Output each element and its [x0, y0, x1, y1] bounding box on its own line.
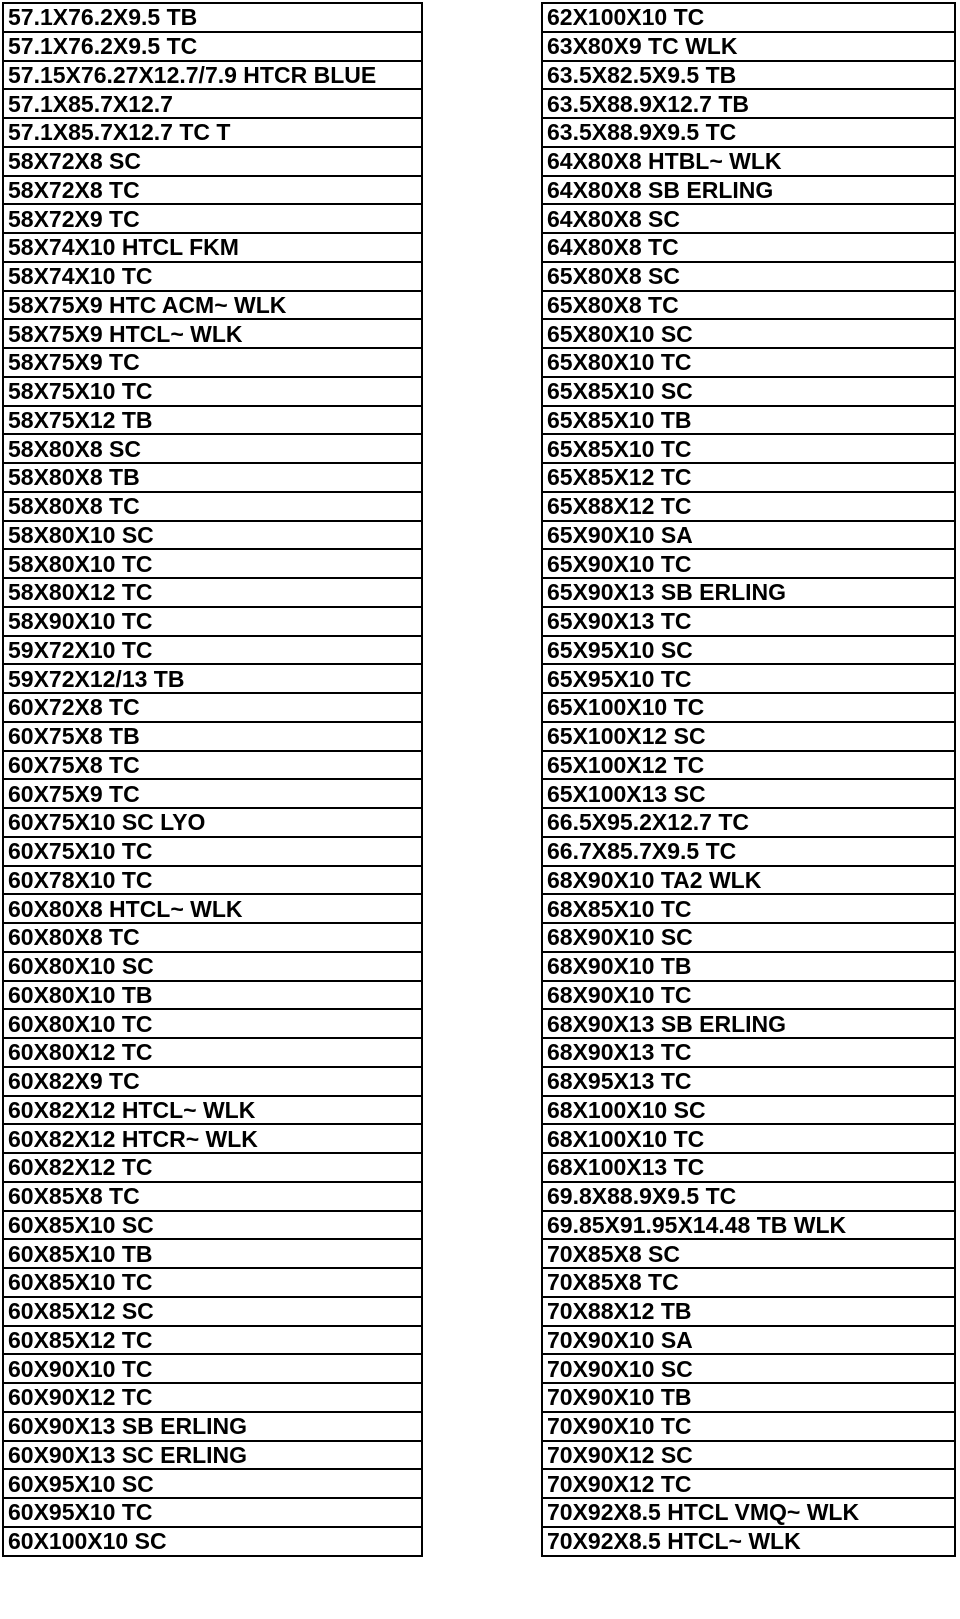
- part-row: [542, 262, 955, 291]
- part-row: [542, 664, 955, 693]
- part-number-cell: 57.1X76.2X9.5 TC: [3, 32, 422, 61]
- part-number-cell: 57.15X76.27X12.7/7.9 HTCR BLUE: [3, 61, 422, 90]
- part-number-cell: 60X85X12 SC: [3, 1297, 422, 1326]
- part-row: [542, 291, 955, 320]
- part-row: [3, 1469, 422, 1498]
- part-row: [542, 1067, 955, 1096]
- part-row: [3, 1124, 422, 1153]
- part-row: [3, 32, 422, 61]
- part-number-cell: 69.85X91.95X14.48 TB WLK: [542, 1211, 955, 1240]
- part-row: [3, 923, 422, 952]
- part-row: [542, 1009, 955, 1038]
- part-row: [542, 1383, 955, 1412]
- part-row: [3, 894, 422, 923]
- part-number-cell: 68X85X10 TC: [542, 894, 955, 923]
- part-row: [542, 1527, 955, 1556]
- part-row: [3, 233, 422, 262]
- part-number-cell: 58X72X8 TC: [3, 176, 422, 205]
- part-number-cell: 60X90X10 TC: [3, 1354, 422, 1383]
- part-number-cell: 65X85X10 TB: [542, 406, 955, 435]
- part-number-cell: 60X85X8 TC: [3, 1182, 422, 1211]
- part-row: [3, 1498, 422, 1527]
- part-number-cell: 60X90X12 TC: [3, 1383, 422, 1412]
- part-row: [3, 1239, 422, 1268]
- part-row: [3, 118, 422, 147]
- part-row: [542, 1469, 955, 1498]
- part-row: [542, 1326, 955, 1355]
- part-row: [542, 722, 955, 751]
- part-row: [542, 866, 955, 895]
- part-number-cell: 66.5X95.2X12.7 TC: [542, 808, 955, 837]
- part-row: [3, 607, 422, 636]
- part-number-cell: 60X75X8 TC: [3, 751, 422, 780]
- part-row: [542, 204, 955, 233]
- part-number-cell: 70X90X10 TB: [542, 1383, 955, 1412]
- part-row: [3, 1412, 422, 1441]
- part-row: [542, 32, 955, 61]
- part-number-cell: 60X85X10 SC: [3, 1211, 422, 1240]
- part-row: [3, 434, 422, 463]
- part-row: [3, 1211, 422, 1240]
- part-row: [3, 1441, 422, 1470]
- part-row: [3, 693, 422, 722]
- part-number-cell: 68X100X10 TC: [542, 1124, 955, 1153]
- part-number-cell: 58X75X9 HTC ACM~ WLK: [3, 291, 422, 320]
- part-row: [542, 233, 955, 262]
- part-row: [3, 1096, 422, 1125]
- part-number-cell: 65X85X10 TC: [542, 434, 955, 463]
- part-number-cell: 68X100X10 SC: [542, 1096, 955, 1125]
- part-row: [3, 578, 422, 607]
- part-row: [3, 1067, 422, 1096]
- part-row: [3, 377, 422, 406]
- part-number-cell: 60X90X13 SC ERLING: [3, 1441, 422, 1470]
- part-row: [542, 636, 955, 665]
- part-row: [542, 1239, 955, 1268]
- part-number-cell: 64X80X8 HTBL~ WLK: [542, 147, 955, 176]
- part-number-cell: 63.5X82.5X9.5 TB: [542, 61, 955, 90]
- part-number-cell: 60X85X12 TC: [3, 1326, 422, 1355]
- part-number-cell: 57.1X76.2X9.5 TB: [3, 3, 422, 32]
- part-number-cell: 60X90X13 SB ERLING: [3, 1412, 422, 1441]
- part-number-cell: 70X88X12 TB: [542, 1297, 955, 1326]
- part-row: [3, 751, 422, 780]
- part-number-cell: 60X85X10 TC: [3, 1268, 422, 1297]
- part-number-cell: 66.7X85.7X9.5 TC: [542, 837, 955, 866]
- part-row: [3, 952, 422, 981]
- part-number-cell: 60X85X10 TB: [3, 1239, 422, 1268]
- part-number-cell: 60X80X10 TB: [3, 981, 422, 1010]
- part-number-cell: 60X80X8 TC: [3, 923, 422, 952]
- part-row: [3, 722, 422, 751]
- part-row: [3, 779, 422, 808]
- part-row: [542, 751, 955, 780]
- right-part-list: [541, 2, 956, 1557]
- part-row: [542, 377, 955, 406]
- part-number-cell: 62X100X10 TC: [542, 3, 955, 32]
- part-number-cell: 63X80X9 TC WLK: [542, 32, 955, 61]
- part-row: [3, 1009, 422, 1038]
- part-number-cell: 58X72X9 TC: [3, 204, 422, 233]
- part-row: [542, 1498, 955, 1527]
- part-row: [542, 1354, 955, 1383]
- part-number-cell: 65X88X12 TC: [542, 492, 955, 521]
- part-number-cell: 65X100X10 TC: [542, 693, 955, 722]
- part-number-cell: 58X74X10 HTCL FKM: [3, 233, 422, 262]
- part-row: [542, 1182, 955, 1211]
- part-number-cell: 68X90X10 TC: [542, 981, 955, 1010]
- part-row: [3, 1527, 422, 1556]
- part-row: [542, 952, 955, 981]
- part-number-cell: 65X100X13 SC: [542, 779, 955, 808]
- part-row: [3, 549, 422, 578]
- part-number-cell: 60X72X8 TC: [3, 693, 422, 722]
- part-number-cell: 60X80X8 HTCL~ WLK: [3, 894, 422, 923]
- part-number-cell: 60X82X12 HTCL~ WLK: [3, 1096, 422, 1125]
- part-number-cell: 58X80X10 TC: [3, 549, 422, 578]
- part-row: [542, 607, 955, 636]
- part-number-cell: 58X80X8 TC: [3, 492, 422, 521]
- part-row: [3, 147, 422, 176]
- part-number-cell: 65X90X10 SA: [542, 521, 955, 550]
- part-row: [542, 1211, 955, 1240]
- part-number-cell: 60X80X10 TC: [3, 1009, 422, 1038]
- part-number-cell: 60X100X10 SC: [3, 1527, 422, 1556]
- part-row: [3, 981, 422, 1010]
- part-number-cell: 65X90X13 SB ERLING: [542, 578, 955, 607]
- part-number-cell: 60X82X12 TC: [3, 1153, 422, 1182]
- part-number-cell: 60X95X10 TC: [3, 1498, 422, 1527]
- part-number-cell: 59X72X10 TC: [3, 636, 422, 665]
- part-row: [3, 89, 422, 118]
- part-number-cell: 63.5X88.9X9.5 TC: [542, 118, 955, 147]
- part-number-cell: 58X80X8 SC: [3, 434, 422, 463]
- part-row: [3, 664, 422, 693]
- part-number-cell: 68X90X13 TC: [542, 1038, 955, 1067]
- part-number-cell: 65X85X10 SC: [542, 377, 955, 406]
- part-number-cell: 68X90X10 TB: [542, 952, 955, 981]
- part-number-cell: 58X80X12 TC: [3, 578, 422, 607]
- part-number-cell: 60X95X10 SC: [3, 1469, 422, 1498]
- part-number-cell: 68X100X13 TC: [542, 1153, 955, 1182]
- left-part-list-body: [3, 3, 422, 1556]
- part-number-cell: 60X82X9 TC: [3, 1067, 422, 1096]
- part-number-cell: 70X90X12 TC: [542, 1469, 955, 1498]
- part-number-cell: 60X82X12 HTCR~ WLK: [3, 1124, 422, 1153]
- part-row: [542, 779, 955, 808]
- part-row: [3, 1326, 422, 1355]
- part-number-cell: 60X75X10 SC LYO: [3, 808, 422, 837]
- part-row: [3, 1182, 422, 1211]
- part-number-cell: 59X72X12/13 TB: [3, 664, 422, 693]
- part-row: [3, 636, 422, 665]
- part-row: [542, 1441, 955, 1470]
- part-row: [542, 549, 955, 578]
- part-row: [3, 492, 422, 521]
- part-row: [542, 521, 955, 550]
- part-row: [3, 406, 422, 435]
- part-number-cell: 58X90X10 TC: [3, 607, 422, 636]
- part-row: [3, 1153, 422, 1182]
- part-number-cell: 57.1X85.7X12.7: [3, 89, 422, 118]
- part-number-cell: 65X90X13 TC: [542, 607, 955, 636]
- part-row: [3, 463, 422, 492]
- part-number-cell: 60X75X8 TB: [3, 722, 422, 751]
- part-number-cell: 68X90X13 SB ERLING: [542, 1009, 955, 1038]
- part-row: [542, 463, 955, 492]
- part-row: [542, 1153, 955, 1182]
- part-number-cell: 68X95X13 TC: [542, 1067, 955, 1096]
- part-number-cell: 65X80X8 SC: [542, 262, 955, 291]
- part-number-cell: 70X90X12 SC: [542, 1441, 955, 1470]
- part-number-cell: 65X80X8 TC: [542, 291, 955, 320]
- part-row: [3, 61, 422, 90]
- part-number-cell: 70X90X10 TC: [542, 1412, 955, 1441]
- part-number-cell: 65X95X10 SC: [542, 636, 955, 665]
- part-row: [3, 3, 422, 32]
- part-number-cell: 58X80X8 TB: [3, 463, 422, 492]
- part-number-cell: 58X75X12 TB: [3, 406, 422, 435]
- part-row: [3, 521, 422, 550]
- part-number-cell: 58X72X8 SC: [3, 147, 422, 176]
- part-row: [3, 1354, 422, 1383]
- part-row: [542, 981, 955, 1010]
- part-number-cell: 70X90X10 SA: [542, 1326, 955, 1355]
- part-number-cell: 70X85X8 SC: [542, 1239, 955, 1268]
- part-row: [542, 923, 955, 952]
- part-row: [542, 319, 955, 348]
- part-row: [542, 693, 955, 722]
- part-number-cell: 70X85X8 TC: [542, 1268, 955, 1297]
- part-number-cell: 70X92X8.5 HTCL~ WLK: [542, 1527, 955, 1556]
- part-row: [3, 319, 422, 348]
- part-row: [542, 61, 955, 90]
- part-row: [3, 204, 422, 233]
- part-number-cell: 65X85X12 TC: [542, 463, 955, 492]
- part-number-cell: 68X90X10 SC: [542, 923, 955, 952]
- part-row: [542, 1268, 955, 1297]
- part-row: [542, 406, 955, 435]
- part-number-cell: 70X92X8.5 HTCL VMQ~ WLK: [542, 1498, 955, 1527]
- part-number-cell: 60X78X10 TC: [3, 866, 422, 895]
- part-number-cell: 64X80X8 TC: [542, 233, 955, 262]
- part-row: [3, 1383, 422, 1412]
- part-number-cell: 58X80X10 SC: [3, 521, 422, 550]
- part-row: [3, 291, 422, 320]
- part-row: [542, 89, 955, 118]
- part-row: [542, 894, 955, 923]
- part-number-cell: 58X75X10 TC: [3, 377, 422, 406]
- part-row: [542, 118, 955, 147]
- part-number-cell: 70X90X10 SC: [542, 1354, 955, 1383]
- part-number-cell: 57.1X85.7X12.7 TC T: [3, 118, 422, 147]
- part-number-cell: 65X90X10 TC: [542, 549, 955, 578]
- part-number-cell: 65X100X12 SC: [542, 722, 955, 751]
- part-number-cell: 58X74X10 TC: [3, 262, 422, 291]
- part-row: [3, 808, 422, 837]
- part-row: [542, 147, 955, 176]
- part-row: [3, 262, 422, 291]
- part-row: [542, 176, 955, 205]
- part-row: [542, 837, 955, 866]
- part-number-cell: 64X80X8 SB ERLING: [542, 176, 955, 205]
- part-number-cell: 65X100X12 TC: [542, 751, 955, 780]
- part-row: [542, 3, 955, 32]
- part-row: [542, 1297, 955, 1326]
- left-part-list: [2, 2, 423, 1557]
- part-row: [542, 578, 955, 607]
- part-row: [3, 866, 422, 895]
- part-number-cell: 65X95X10 TC: [542, 664, 955, 693]
- part-row: [542, 1038, 955, 1067]
- part-number-cell: 68X90X10 TA2 WLK: [542, 866, 955, 895]
- part-number-cell: 58X75X9 TC: [3, 348, 422, 377]
- part-number-cell: 65X80X10 SC: [542, 319, 955, 348]
- part-number-cell: 58X75X9 HTCL~ WLK: [3, 319, 422, 348]
- part-row: [542, 1412, 955, 1441]
- part-row: [3, 176, 422, 205]
- part-number-cell: 60X75X9 TC: [3, 779, 422, 808]
- part-number-cell: 63.5X88.9X12.7 TB: [542, 89, 955, 118]
- part-row: [542, 492, 955, 521]
- part-row: [542, 348, 955, 377]
- part-number-cell: 60X75X10 TC: [3, 837, 422, 866]
- part-row: [3, 1268, 422, 1297]
- part-number-cell: 60X80X12 TC: [3, 1038, 422, 1067]
- part-row: [542, 1124, 955, 1153]
- part-number-cell: 60X80X10 SC: [3, 952, 422, 981]
- part-row: [3, 1038, 422, 1067]
- part-row: [542, 434, 955, 463]
- part-row: [3, 348, 422, 377]
- part-number-cell: 65X80X10 TC: [542, 348, 955, 377]
- part-row: [3, 837, 422, 866]
- part-number-cell: 64X80X8 SC: [542, 204, 955, 233]
- part-row: [3, 1297, 422, 1326]
- right-part-list-body: [542, 3, 955, 1556]
- part-number-cell: 69.8X88.9X9.5 TC: [542, 1182, 955, 1211]
- part-row: [542, 808, 955, 837]
- part-row: [542, 1096, 955, 1125]
